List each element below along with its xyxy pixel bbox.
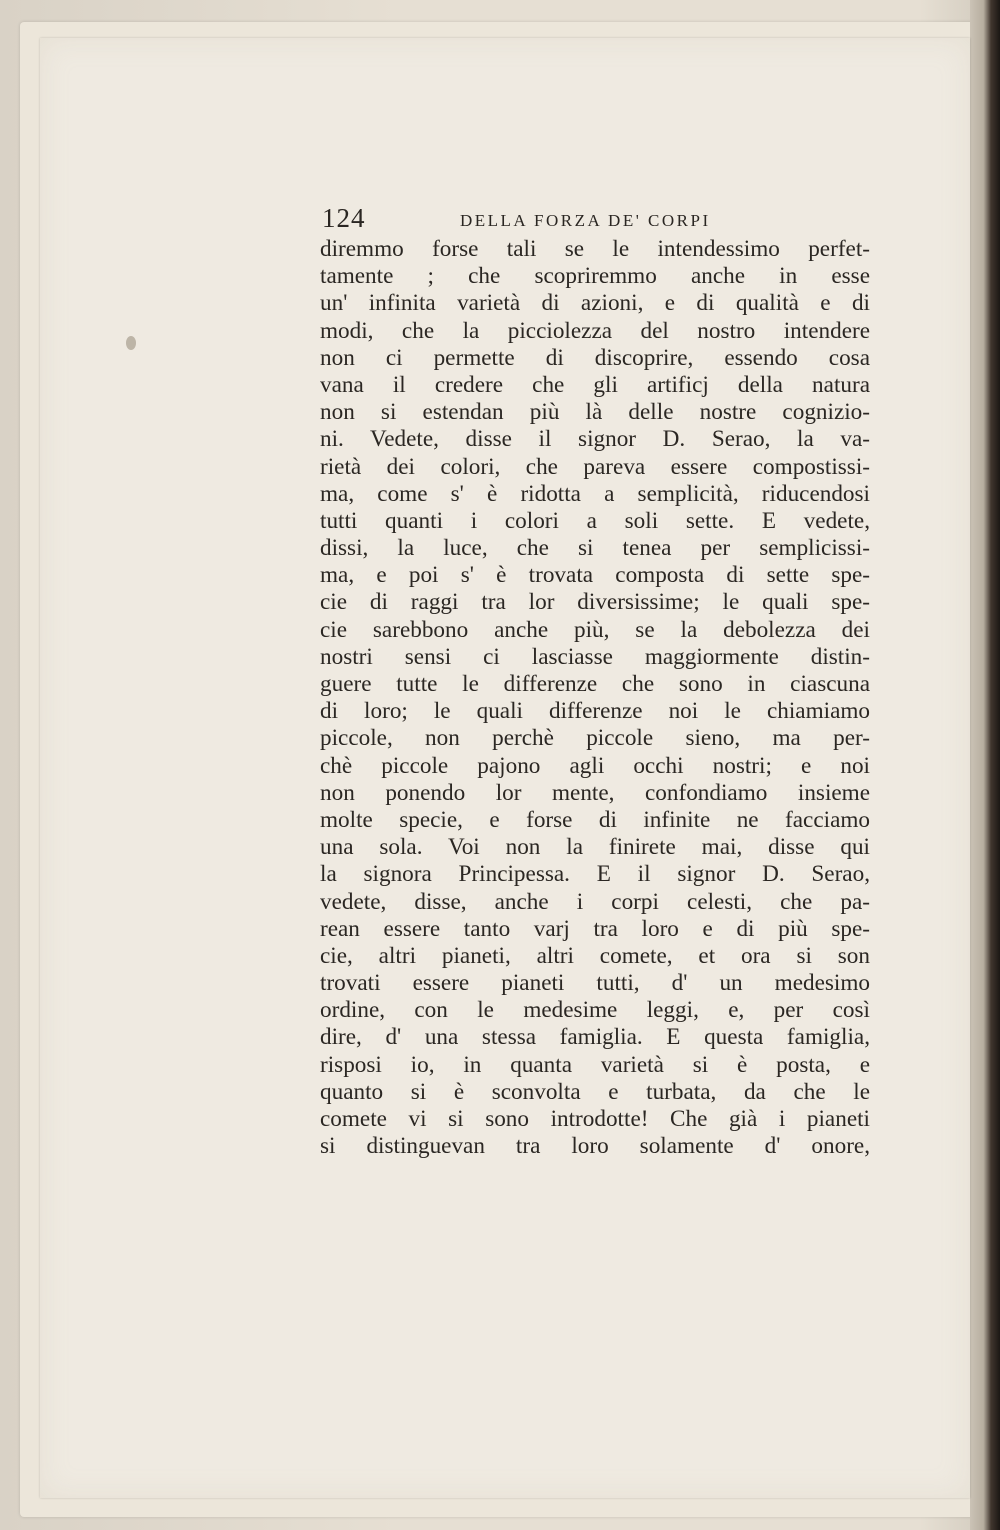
text-line: risposi io, in quanta varietà si è posta, e [320, 1051, 870, 1078]
text-line: si distinguevan tra loro solamente d' onore, [320, 1133, 870, 1160]
text-line: non ponendo lor mente, confondiamo insieme [320, 779, 870, 806]
text-line: modi, che la picciolezza del nostro intendere [320, 317, 870, 344]
body-text [320, 236, 870, 1160]
text-line: tamente ; che scopriremmo anche in esse [320, 263, 870, 290]
text-line: guere tutte le differenze che sono in ciascuna [320, 671, 870, 697]
text-line: molte specie, e forse di infinite ne facciamo [320, 806, 870, 833]
paper-stain [126, 336, 136, 350]
text-line: diremmo forse tali se le intendessimo perfet- [320, 236, 870, 262]
text-line: chè piccole pajono agli occhi nostri; e noi [320, 752, 870, 779]
text-line: piccole, non perchè piccole sieno, ma per- [320, 725, 870, 752]
text-line: un' infinita varietà di azioni, e di qualità e di [320, 290, 870, 317]
text-line: tutti quanti i colori a soli sette. E vedete, [320, 507, 870, 534]
text-line: ordine, con le medesime leggi, e, per così [320, 997, 870, 1024]
running-head: DELLA FORZA DE' CORPI [460, 211, 711, 230]
text-line: vedete, disse, anche i corpi celesti, che pa- [320, 888, 870, 915]
text-line: cie sarebbono anche più, se la debolezza dei [320, 616, 870, 643]
text-line: non ci permette di discoprire, essendo cosa [320, 344, 870, 371]
text-line: una sola. Voi non la finirete mai, disse qui [320, 834, 870, 861]
text-line: nostri sensi ci lasciasse maggiormente distin- [320, 643, 870, 670]
text-line: di loro; le quali differenze noi le chiamiamo [320, 698, 870, 725]
page-number: 124 [322, 203, 366, 233]
text-line: dire, d' una stessa famiglia. E questa famiglia, [320, 1024, 870, 1051]
text-line: la signora Principessa. E il signor D. Serao, [320, 861, 870, 888]
text-line: ni. Vedete, disse il signor D. Serao, la va- [320, 426, 870, 453]
text-line: non si estendan più là delle nostre cognizio- [320, 399, 870, 426]
text-line: rean essere tanto varj tra loro e di più spe- [320, 915, 870, 942]
text-line: vana il credere che gli artificj della natura [320, 371, 870, 398]
text-line: trovati essere pianeti tutti, d' un medesimo [320, 970, 870, 997]
text-line: ma, e poi s' è trovata composta di sette spe- [320, 562, 870, 589]
text-line: ma, come s' è ridotta a semplicità, riducendosi [320, 480, 870, 507]
book-binding-edge [970, 0, 1000, 1530]
text-line: comete vi si sono introdotte! Che già i pianeti [320, 1106, 870, 1132]
text-line: rietà dei colori, che pareva essere compostissi- [320, 453, 870, 480]
text-line: cie, altri pianeti, altri comete, et ora si son [320, 942, 870, 969]
text-line: dissi, la luce, che si tenea per semplicissi- [320, 535, 870, 562]
text-line: cie di raggi tra lor diversissime; le quali spe- [320, 589, 870, 616]
text-line: quanto si è sconvolta e turbata, da che le [320, 1078, 870, 1105]
